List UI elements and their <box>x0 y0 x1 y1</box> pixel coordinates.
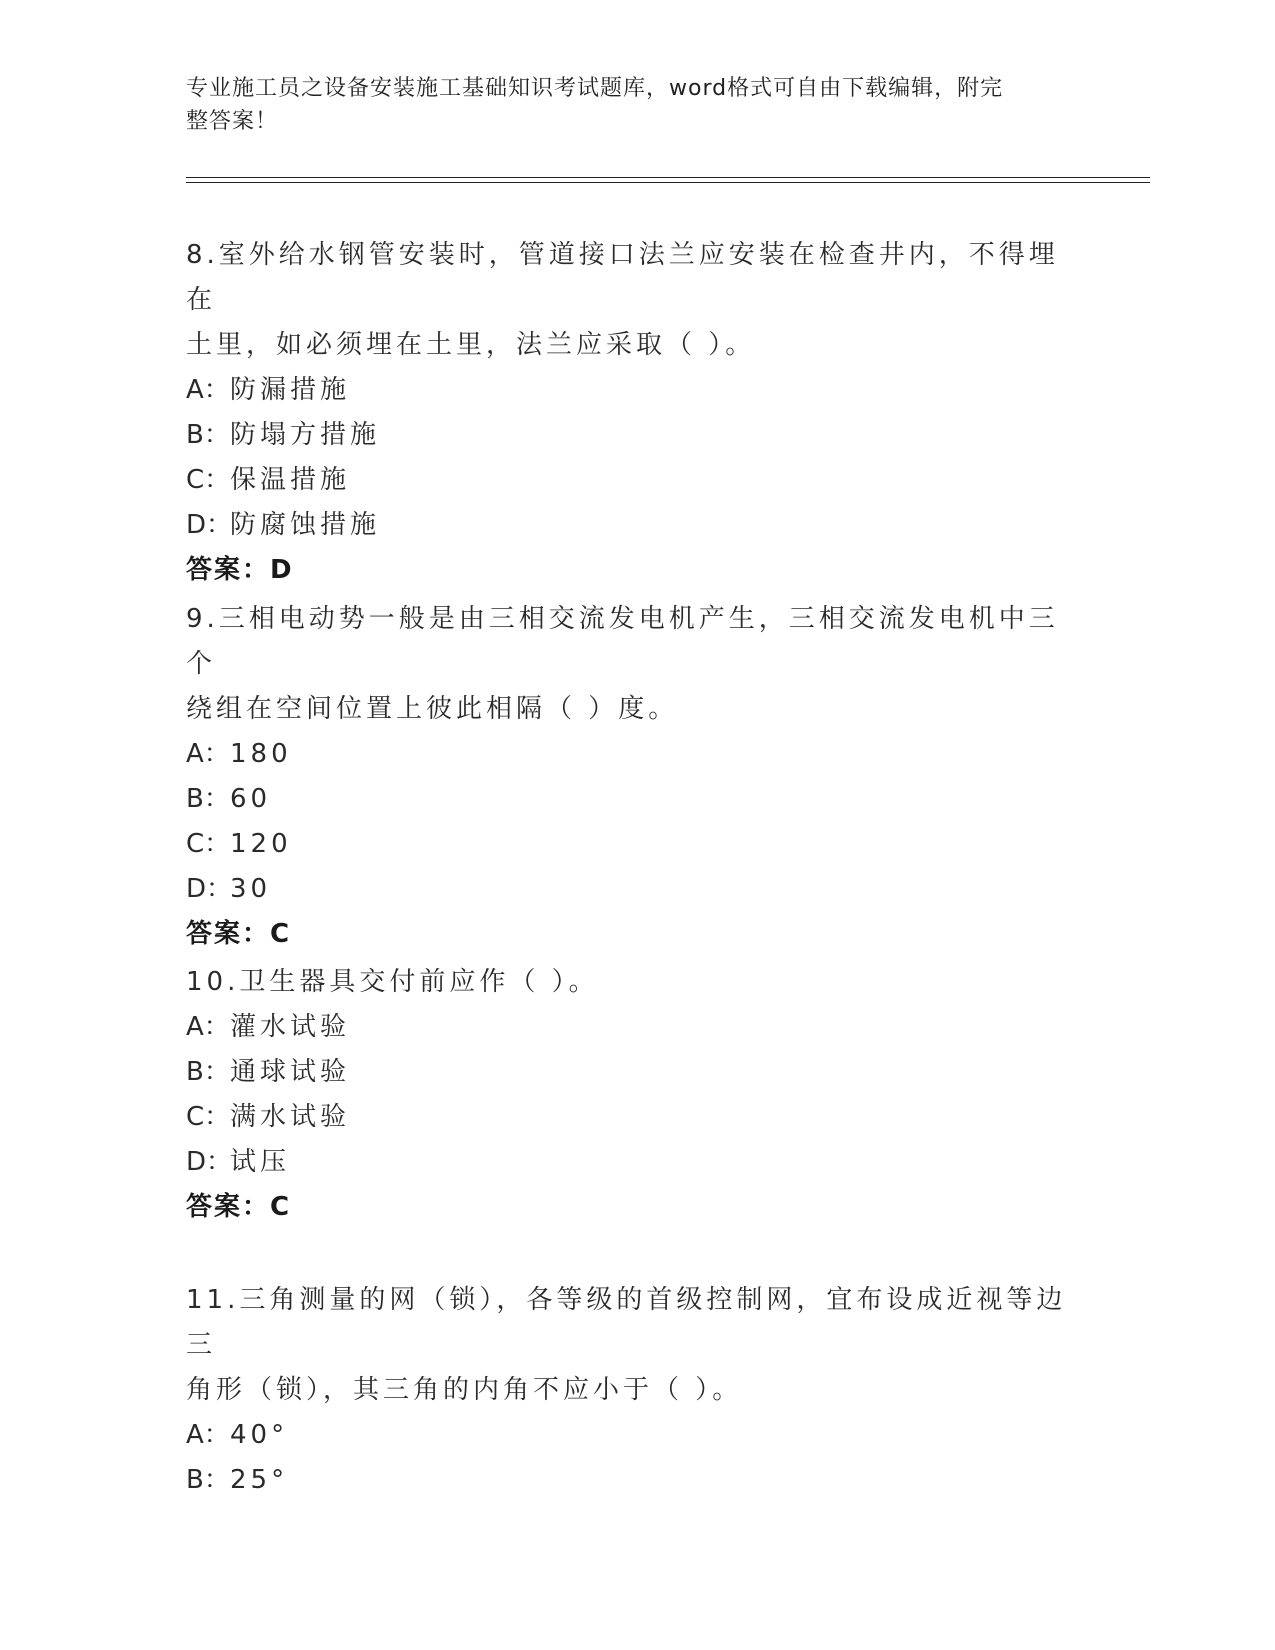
question-stem-line: 9.三相电动势一般是由三相交流发电机产生，三相交流发电机中三个 <box>186 604 1059 679</box>
option-text: 防漏措施 <box>230 375 351 405</box>
answer-label: 答案：C <box>186 919 292 949</box>
header-divider-bottom <box>186 182 1150 183</box>
option-a <box>186 1005 1086 1050</box>
option-b <box>186 413 1086 458</box>
option-key: C： <box>186 1102 231 1132</box>
option-text: 防塌方措施 <box>230 420 381 450</box>
option-c <box>186 458 1086 503</box>
option-text: 120 <box>230 829 292 859</box>
option-key: B： <box>186 1057 230 1087</box>
question-stem-line: 土里，如必须埋在土里，法兰应采取（ ）。 <box>186 330 756 360</box>
document-header <box>186 72 1066 138</box>
question-stem-line: 绕组在空间位置上彼此相隔（ ）度。 <box>186 694 679 724</box>
option-key: B： <box>186 784 230 814</box>
question-stem-line: 11.三角测量的网（锁），各等级的首级控制网，宜布设成近视等边三 <box>186 1285 1067 1360</box>
answer-label: 答案：D <box>186 555 294 585</box>
option-text: 30 <box>230 874 272 904</box>
option-b <box>186 777 1086 822</box>
question-11 <box>186 1278 1086 1503</box>
option-text: 满水试验 <box>230 1102 351 1132</box>
header-line-1: 专业施工员之设备安装施工基础知识考试题库，word格式可自由下载编辑，附完 <box>186 76 1004 101</box>
question-9 <box>186 597 1086 957</box>
option-text: 通球试验 <box>230 1057 351 1087</box>
option-key: A： <box>186 1420 230 1450</box>
header-line-2: 整答案！ <box>186 109 279 134</box>
option-c <box>186 822 1086 867</box>
option-d <box>186 503 1086 548</box>
option-text: 60 <box>230 784 272 814</box>
option-b <box>186 1050 1086 1095</box>
option-text: 防腐蚀措施 <box>230 510 381 540</box>
option-text: 灌水试验 <box>230 1012 351 1042</box>
question-stem-line: 8.室外给水钢管安装时，管道接口法兰应安装在检查井内，不得埋在 <box>186 240 1059 315</box>
option-key: C： <box>186 465 231 495</box>
option-key: D： <box>186 874 233 904</box>
option-c <box>186 1095 1086 1140</box>
header-divider-top <box>186 177 1150 178</box>
answer-label: 答案：C <box>186 1192 292 1222</box>
question-8 <box>186 233 1086 593</box>
question-stem-line: 角形（锁），其三角的内角不应小于（ ）。 <box>186 1375 743 1405</box>
option-key: A： <box>186 1012 230 1042</box>
option-d <box>186 1140 1086 1185</box>
option-key: A： <box>186 375 230 405</box>
question-stem-line: 10.卫生器具交付前应作（ ）。 <box>186 967 599 997</box>
option-text: 40° <box>230 1420 289 1450</box>
option-key: B： <box>186 420 230 450</box>
option-text: 180 <box>230 739 292 769</box>
option-b <box>186 1458 1086 1503</box>
option-text: 保温措施 <box>230 465 351 495</box>
option-d <box>186 867 1086 912</box>
option-a <box>186 368 1086 413</box>
option-key: D： <box>186 1147 233 1177</box>
option-a <box>186 1413 1086 1458</box>
option-key: B： <box>186 1465 230 1495</box>
option-key: D： <box>186 510 233 540</box>
option-a <box>186 732 1086 777</box>
option-text: 25° <box>230 1465 289 1495</box>
question-10 <box>186 960 1086 1230</box>
option-key: C： <box>186 829 231 859</box>
option-key: A： <box>186 739 230 769</box>
option-text: 试压 <box>230 1147 291 1177</box>
